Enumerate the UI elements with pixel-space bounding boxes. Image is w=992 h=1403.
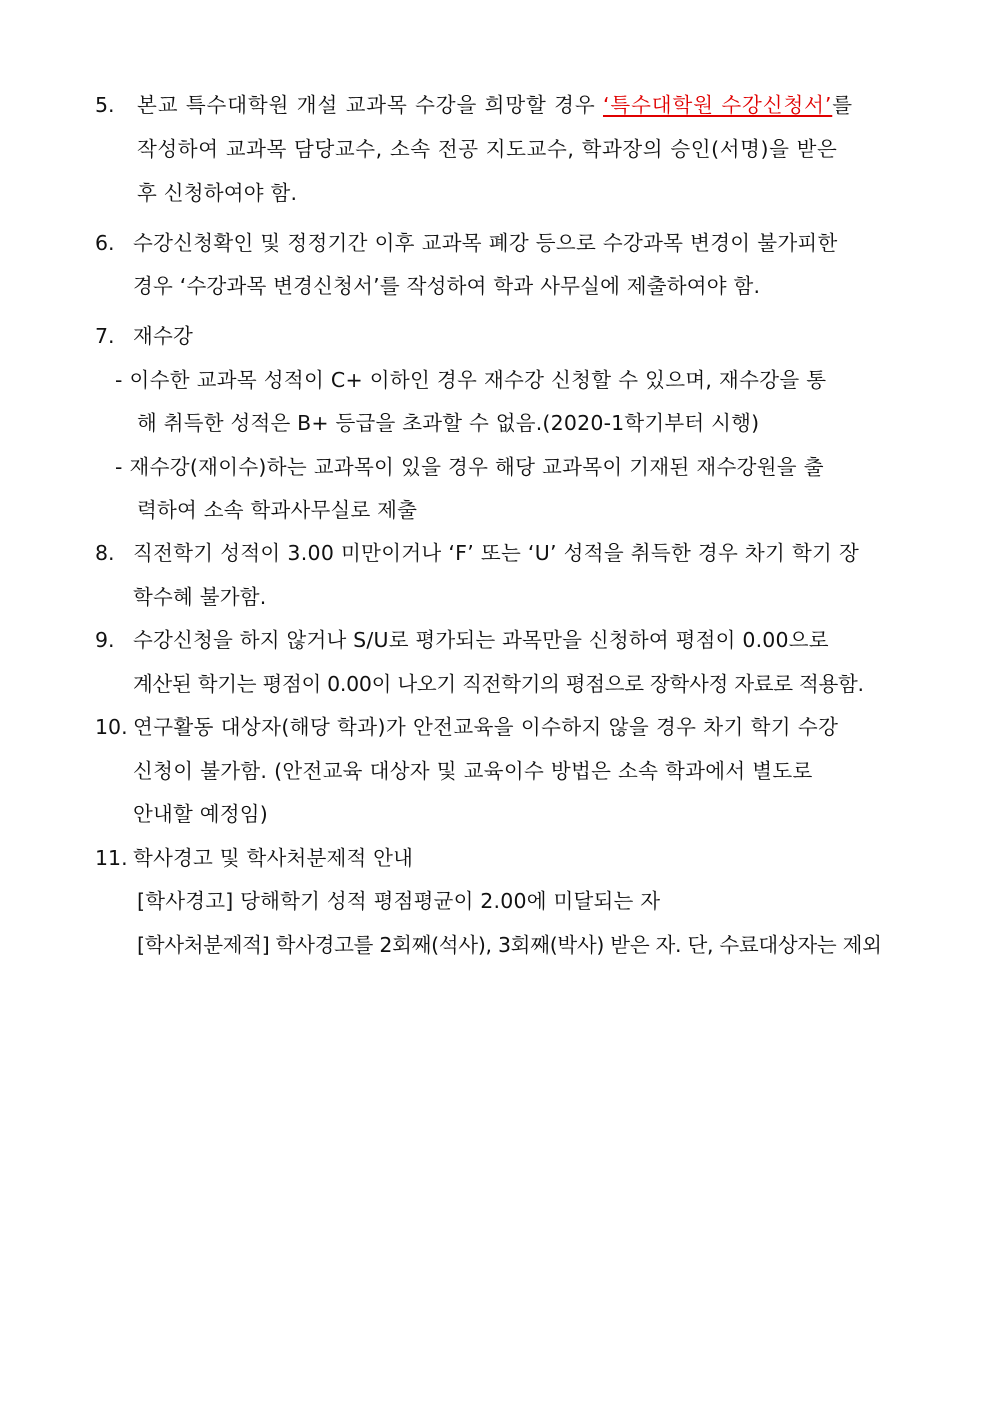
- item-7-bullet-1-line-2: 해 취득한 성적은 B+ 등급을 초과할 수 없음.(2020-1학기부터 시행): [137, 411, 760, 435]
- academic-dismissal-line: [학사처분제적] 학사경고를 2회째(석사), 3회째(박사) 받은 자. 단, 수료대상자는 제외: [137, 933, 882, 957]
- item-5-line-3: 후 신청하여야 함.: [137, 181, 298, 205]
- item-8-line-1: 직전학기 성적이 3.00 미만이거나 ‘F’ 또는 ‘U’ 성적을 취득한 경우 차기 학기 장: [133, 541, 860, 565]
- item-11-title: 학사경고 및 학사처분제적 안내: [133, 846, 414, 870]
- item-10-line-3: 안내할 예정임): [133, 802, 268, 826]
- item-number: 5.: [95, 93, 115, 117]
- item-5-line-2: 작성하여 교과목 담당교수, 소속 전공 지도교수, 학과장의 승인(서명)을 받은: [137, 137, 838, 161]
- item-10-line-2: 신청이 불가함. (안전교육 대상자 및 교육이수 방법은 소속 학과에서 별도로: [133, 759, 813, 783]
- item-number: 11.: [95, 846, 128, 870]
- item-number: 6.: [95, 231, 115, 255]
- item-7-title: 재수강: [133, 324, 194, 348]
- item-number: 10.: [95, 715, 128, 739]
- item-7-bullet-2-line-1: - 재수강(재이수)하는 교과목이 있을 경우 해당 교과목이 기재된 재수강원을 출: [115, 455, 824, 479]
- item-7-bullet-2-line-2: 력하여 소속 학과사무실로 제출: [137, 498, 418, 522]
- item-9-line-2: 계산된 학기는 평점이 0.00이 나오기 직전학기의 평점으로 장학사정 자료로 적용함.: [133, 672, 864, 696]
- item-9-line-1: 수강신청을 하지 않거나 S/U로 평가되는 과목만을 신청하여 평점이 0.00으로: [133, 628, 829, 652]
- item-5-line-1: 본교 특수대학원 개설 교과목 수강을 희망할 경우 ‘특수대학원 수강신청서’를: [137, 93, 853, 117]
- item-7-bullet-1-line-1: - 이수한 교과목 성적이 C+ 이하인 경우 재수강 신청할 수 있으며, 재수강을 통: [115, 368, 827, 392]
- special-grad-application-form-link[interactable]: ‘특수대학원 수강신청서’: [602, 93, 833, 117]
- item-10-line-1: 연구활동 대상자(해당 학과)가 안전교육을 이수하지 않을 경우 차기 학기 수강: [133, 715, 839, 739]
- item-number: 8.: [95, 541, 115, 565]
- item-8-line-2: 학수혜 불가함.: [133, 585, 267, 609]
- item-number: 7.: [95, 324, 115, 348]
- academic-warning-line: [학사경고] 당해학기 성적 평점평균이 2.00에 미달되는 자: [137, 889, 661, 913]
- item-6-line-2: 경우 ‘수강과목 변경신청서’를 작성하여 학과 사무실에 제출하여야 함.: [133, 274, 761, 298]
- item-number: 9.: [95, 628, 115, 652]
- item-6-line-1: 수강신청확인 및 정정기간 이후 교과목 폐강 등으로 수강과목 변경이 불가피한: [133, 231, 838, 255]
